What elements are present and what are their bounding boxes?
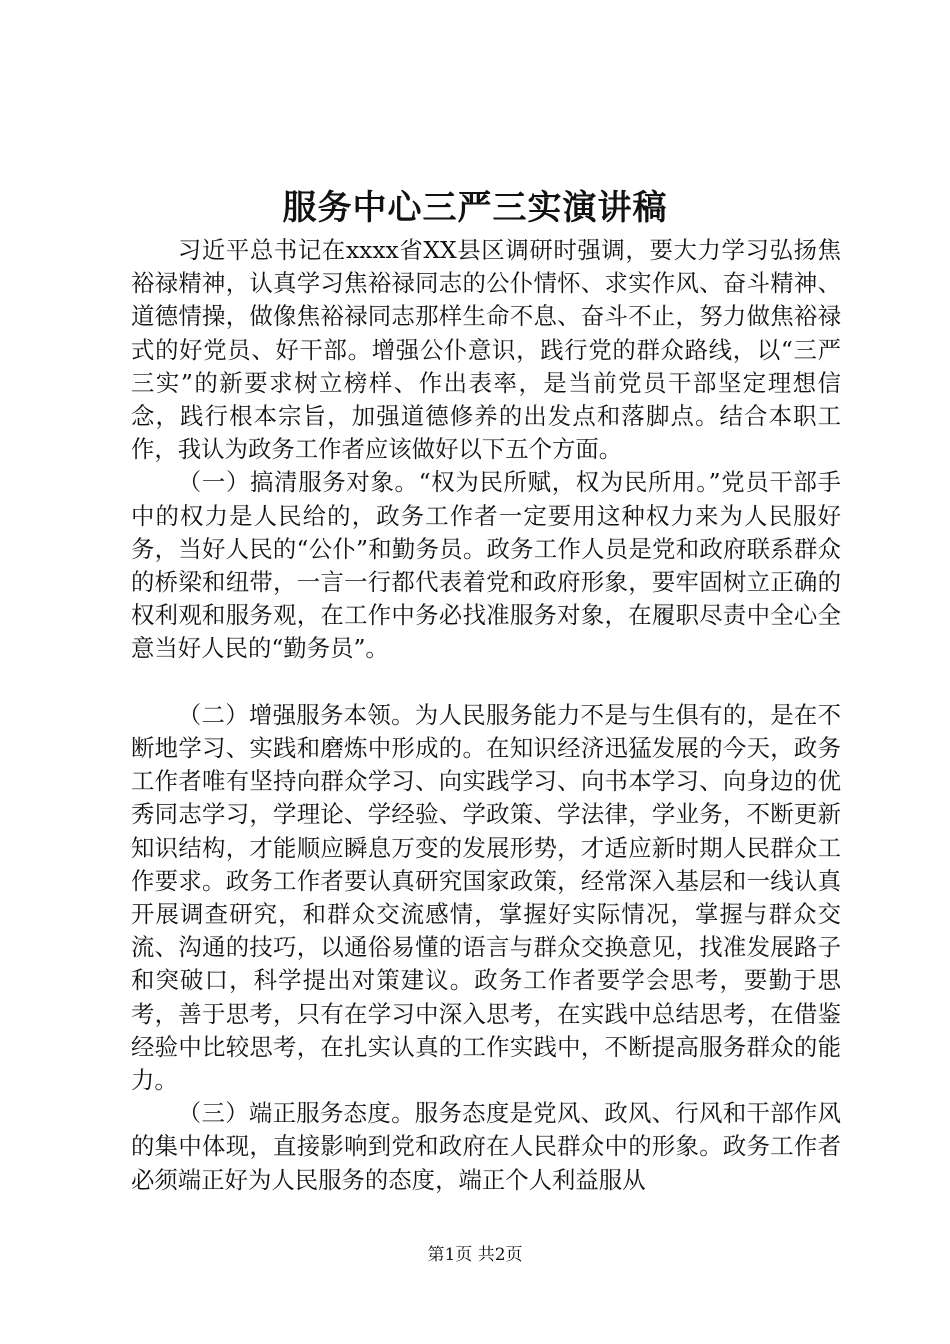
document-title: 服务中心三严三实演讲稿 bbox=[282, 188, 668, 228]
paragraph-section-1: （一）搞清服务对象。“权为民所赋，权为民所用。”党员干部手中的权力是人民给的，政务工作者一定要用这种权力来为人民服好务，当好人民的“公仆”和勤务员。政务工作人员是党和政府联系群众的桥梁和纽带，一言一行都代表着党和政府形象，要牢固树立正确的权利观和服务观，在工作中务必找准服务对象，在履职尽责中全心全意当好人民的“勤务员”。 bbox=[131, 468, 841, 663]
paragraph-section-2: （二）增强服务本领。为人民服务能力不是与生俱有的，是在不断地学习、实践和磨炼中形成的。在知识经济迅猛发展的今天，政务工作者唯有坚持向群众学习、向实践学习、向书本学习、向身边的优秀同志学习，学理论、学经验、学政策、学法律，学业务，不断更新知识结构，才能顺应瞬息万变的发展形势，才适应新时期人民群众工作要求。政务工作者要认真研究国家政策，经常深入基层和一线认真开展调查研究，和群众交流感情，掌握好实际情况，掌握与群众交流、沟通的技巧，以通俗易懂的语言与群众交换意见，找准发展路子和突破口，科学提出对策建议。政务工作者要学会思考，要勤于思考，善于思考，只有在学习中深入思考，在实践中总结思考，在借鉴经验中比较思考，在扎实认真的工作实践中，不断提高服务群众的能力。 bbox=[131, 700, 841, 1095]
page-footer: 第1页 共2页 bbox=[427, 1245, 523, 1265]
document-body bbox=[131, 234, 841, 1197]
paragraph-section-3: （三）端正服务态度。服务态度是党风、政风、行风和干部作风的集中体现，直接影响到党和政府在人民群众中的形象。政务工作者必须端正好为人民服务的态度，端正个人利益服从 bbox=[131, 1099, 841, 1194]
paragraph-intro: 习近平总书记在xxxx省XX县区调研时强调，要大力学习弘扬焦裕禄精神，认真学习焦裕禄同志的公仆情怀、求实作风、奋斗精神、道德情操，做像焦裕禄同志那样生命不息、奋斗不止，努力做焦裕禄式的好党员、好干部。增强公仆意识，践行党的群众路线，以“三严三实”的新要求树立榜样、作出表率，是当前党员干部坚定理想信念，践行根本宗旨，加强道德修养的出发点和落脚点。结合本职工作，我认为政务工作者应该做好以下五个方面。 bbox=[131, 236, 841, 464]
